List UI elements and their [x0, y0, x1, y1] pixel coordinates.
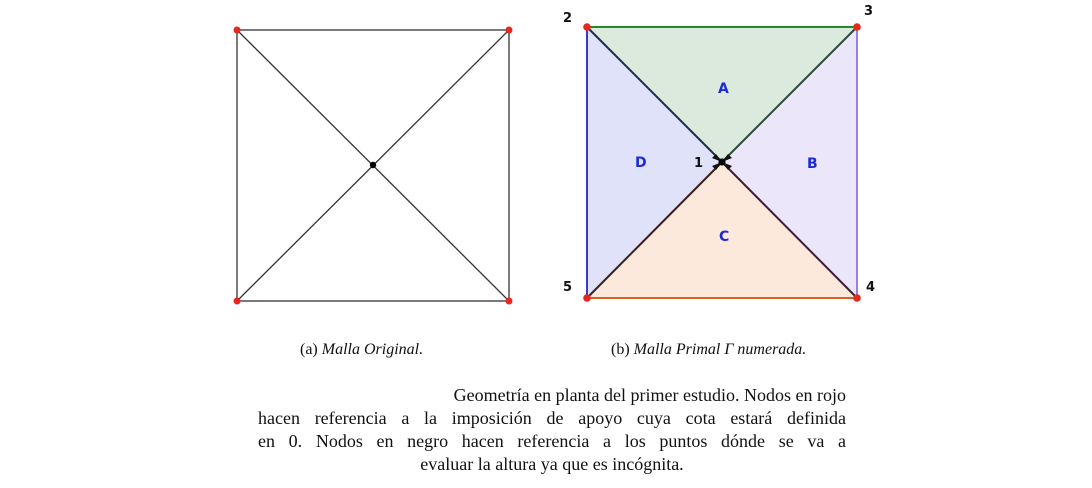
node-label-2: 2 [563, 11, 573, 26]
original-mesh [234, 27, 513, 305]
node-label-5: 5 [563, 280, 573, 295]
caption-line-1: Geometría en planta del primer estudio. Nodos en rojo [453, 385, 846, 405]
region-label-b: B [807, 156, 818, 172]
figure-caption [258, 384, 846, 476]
mesh-a-node-bottom-left [234, 298, 241, 305]
node-5 [583, 294, 591, 302]
subcaption-a-title: Malla Original. [321, 341, 424, 358]
subcaption-b [611, 341, 806, 359]
node-label-4: 4 [866, 280, 876, 295]
region-label-d: D [635, 155, 647, 171]
subcaption-b-prefix: (b) [611, 341, 630, 358]
node-1 [718, 158, 725, 165]
node-label-1: 1 [694, 156, 704, 171]
caption-line-2: hacen referencia a la imposición de apoyo cuya cota estará definida [258, 408, 846, 428]
caption-line-4: evaluar la altura ya que es incógnita. [420, 454, 684, 474]
subcaption-a [300, 341, 423, 359]
mesh-a-node-center [370, 162, 376, 168]
node-2 [583, 23, 591, 31]
subcaption-b-title: Malla Primal Γ numerada. [633, 341, 807, 358]
node-label-3: 3 [864, 4, 874, 19]
caption-line-3: en 0. Nodos en negro hacen referencia a los puntos dónde se va a [258, 431, 846, 451]
node-3 [853, 23, 861, 31]
mesh-a-node-top-left [234, 27, 241, 34]
region-label-c: C [719, 229, 730, 245]
region-label-a: A [718, 81, 729, 97]
primal-mesh [563, 4, 875, 302]
subcaption-a-prefix: (a) [300, 341, 318, 358]
node-4 [853, 294, 861, 302]
mesh-a-node-top-right [506, 27, 513, 34]
mesh-a-node-bottom-right [506, 298, 513, 305]
